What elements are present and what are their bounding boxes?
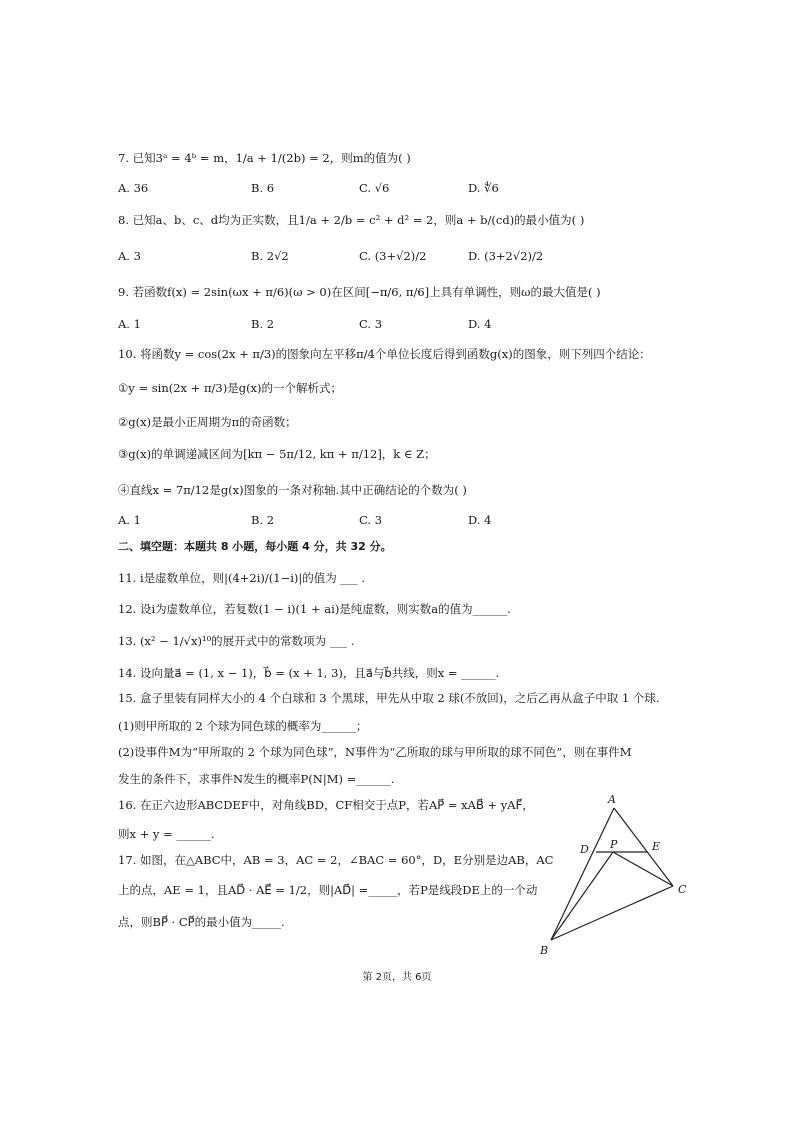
q9-option-b: B. 2 <box>251 317 275 331</box>
segment-ab <box>551 808 614 940</box>
label-b: B <box>540 944 549 957</box>
q8-stem: 8. 已知a、b、c、d均为正实数，且1/a + 2/b = c² + d² = 2，则a + b/(cd)的最小值为( ) <box>118 213 585 227</box>
q10-option-d: D. 4 <box>468 513 492 527</box>
q10-stem: 10. 将函数y = cos(2x + π/3)的图象向左平移π/4个单位长度后得到函数g(x)的图象，则下列四个结论： <box>118 347 651 361</box>
segment-bp <box>551 852 613 940</box>
q9-option-d: D. 4 <box>468 317 492 331</box>
q12: 12. 设i为虚数单位，若复数(1 − i)(1 + ai)是纯虚数，则实数a的值为______. <box>118 602 511 616</box>
q11: 11. i是虚数单位，则|(4+2i)/(1−i)|的值为 ___ . <box>118 571 365 585</box>
q10-option-c: C. 3 <box>359 513 383 527</box>
q7-stem: 7. 已知3ᵃ = 4ᵇ = m，1/a + 1/(2b) = 2，则m的值为( ) <box>118 151 411 165</box>
q17-line-1: 17. 如图，在△ABC中，AB = 3，AC = 2，∠BAC = 60°，D，E分别是边AB，AC <box>118 853 554 867</box>
section-heading: 二、填空题：本题共 8 小题，每小题 4 分，共 32 分。 <box>118 540 392 553</box>
q10-statement-3: ③g(x)的单调递减区间为[kπ − 5π/12, kπ + π/12]，k ∈ Z； <box>118 447 436 461</box>
q10-statement-4: ④直线x = 7π/12是g(x)图象的一条对称轴.其中正确结论的个数为( ) <box>118 483 467 497</box>
q16-line-2: 则x + y = ______. <box>118 827 215 841</box>
q15-line-1: 15. 盒子里装有同样大小的 4 个白球和 3 个黑球，甲先从中取 2 球(不放回)，之后乙再从盒子中取 1 个球. <box>118 691 660 705</box>
q14: 14. 设向量a⃗ = (1, x − 1)，b⃗ = (x + 1, 3)，且a⃗与b⃗共线，则x = ______. <box>118 666 500 680</box>
q9-stem: 9. 若函数f(x) = 2sin(ωx + π/6)(ω > 0)在区间[−π/6, π/6]上具有单调性，则ω的最大值是( ) <box>118 285 601 299</box>
label-e: E <box>652 840 661 853</box>
q16-line-1: 16. 在正六边形ABCDEF中，对角线BD，CF相交于点P，若AP⃗ = xAB⃗ + yAF⃗， <box>118 798 534 812</box>
label-p: P <box>610 838 618 851</box>
q8-option-c: C. (3+√2)/2 <box>359 249 427 263</box>
q8-option-a: A. 3 <box>118 249 141 263</box>
q15-line-2: (1)则甲所取的 2 个球为同色球的概率为______； <box>118 719 368 733</box>
q15-line-4: 发生的条件下，求事件N发生的概率P(N|M) =______. <box>118 772 395 786</box>
segment-bc <box>551 886 673 940</box>
q13: 13. (x² − 1/√x)¹⁰的展开式中的常数项为 ___ . <box>118 634 355 648</box>
q17-line-3: 点，则BP⃗ · CP⃗的最小值为_____. <box>118 915 285 929</box>
q15-line-3: (2)设事件M为“甲所取的 2 个球为同色球”，N事件为“乙所取的球与甲所取的球不同色”，则在事件M <box>118 745 632 759</box>
q10-option-b: B. 2 <box>251 513 275 527</box>
q10-statement-1: ①y = sin(2x + π/3)是g(x)的一个解析式； <box>118 381 343 395</box>
segment-ac <box>614 808 673 886</box>
q9-option-a: A. 1 <box>118 317 141 331</box>
q10-statement-2: ②g(x)是最小正周期为π的奇函数； <box>118 415 297 429</box>
q7-option-c: C. √6 <box>359 181 390 195</box>
q8-option-d: D. (3+2√2)/2 <box>468 249 544 263</box>
q10-option-a: A. 1 <box>118 513 141 527</box>
label-d: D <box>580 843 589 856</box>
page-footer: 第 2页，共 6页 <box>362 972 432 983</box>
segment-cp <box>613 852 673 886</box>
q9-option-c: C. 3 <box>359 317 383 331</box>
label-a: A <box>608 793 616 806</box>
label-c: C <box>678 883 687 896</box>
q7-option-a: A. 36 <box>118 181 149 195</box>
q7-option-b: B. 6 <box>251 181 275 195</box>
q7-option-d: D. ∜6 <box>468 181 499 195</box>
q8-option-b: B. 2√2 <box>251 249 289 263</box>
q17-line-2: 上的点，AE = 1，且AD⃗ · AE⃗ = 1/2，则|AD⃗| =_____，若P是线段DE上的一个动 <box>118 883 538 897</box>
